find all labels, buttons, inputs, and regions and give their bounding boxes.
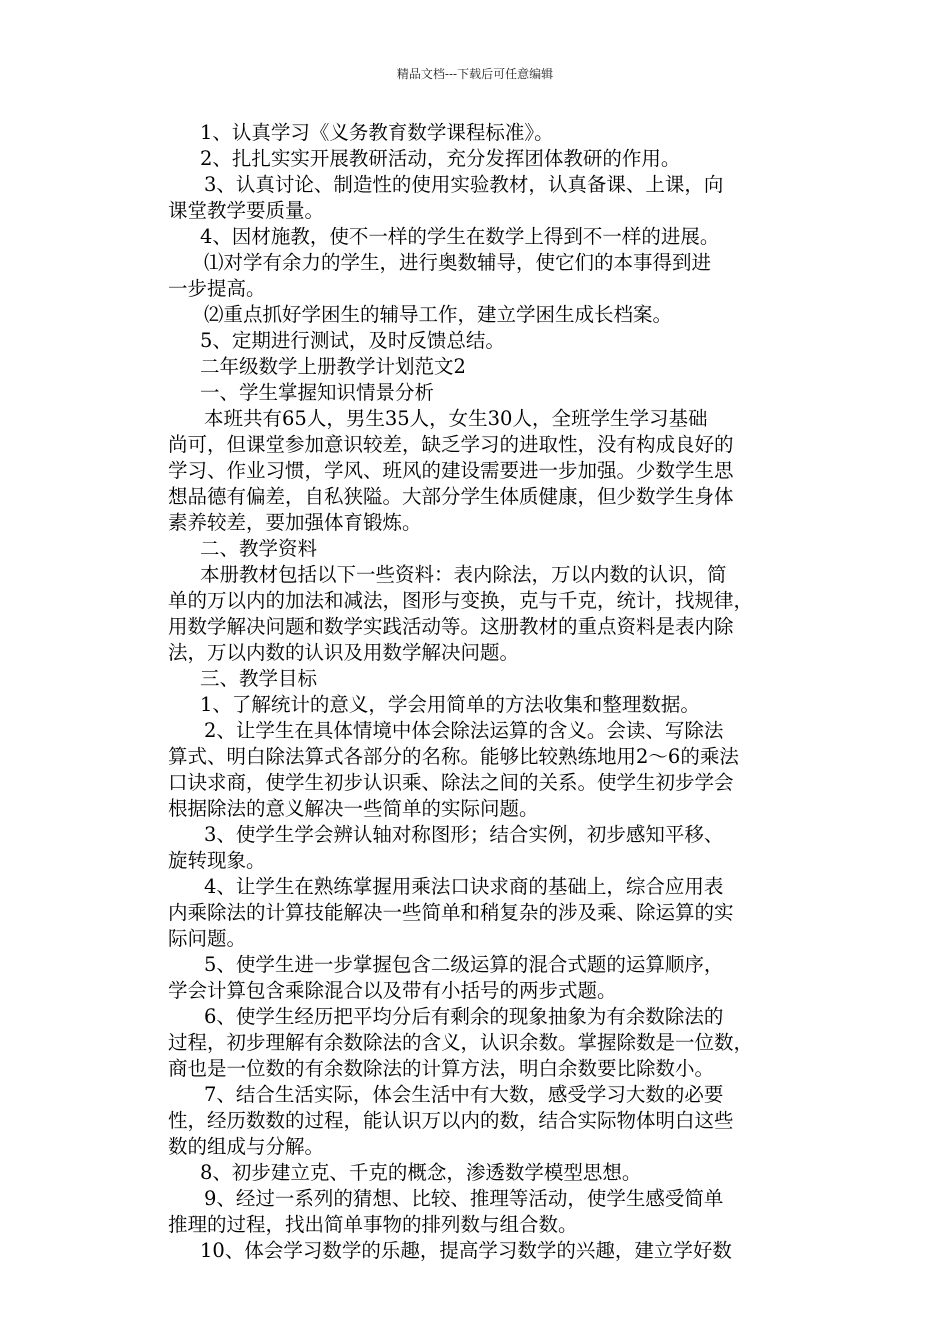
paragraph-line: 本班共有65人，男生35人，女生30人，全班学生学习基础	[204, 407, 708, 430]
section-heading: 二、教学资料	[200, 537, 318, 560]
paragraph-line: 法，万以内数的认识及用数学解决问题。	[168, 641, 520, 664]
page-header: 精品文档---下载后可任意编辑	[396, 67, 554, 81]
paragraph-line: 1、认真学习《义务教育数学课程标准》。	[200, 121, 554, 144]
paragraph-line: 旋转现象。	[168, 849, 266, 872]
paragraph-line: 7、结合生活实际，体会生活中有大数，感受学习大数的必要	[204, 1083, 724, 1106]
paragraph-line: 本册教材包括以下一些资料：表内除法，万以内数的认识，简	[200, 563, 727, 586]
paragraph-line: 2、让学生在具体情境中体会除法运算的含义。会读、写除法	[204, 719, 724, 742]
paragraph-line: 尚可，但课堂参加意识较差，缺乏学习的进取性，没有构成良好的	[168, 433, 734, 456]
paragraph-line: 9、经过一系列的猜想、比较、推理等活动，使学生感受简单	[204, 1187, 724, 1210]
paragraph-line: 学习、作业习惯，学风、班风的建设需要进一步加强。少数学生思	[168, 459, 734, 482]
paragraph-line: 6、使学生经历把平均分后有剩余的现象抽象为有余数除法的	[204, 1005, 724, 1028]
paragraph-line: 想品德有偏差，自私狭隘。大部分学生体质健康，但少数学生身体	[168, 485, 734, 508]
section-heading: 一、学生掌握知识情景分析	[200, 381, 435, 404]
paragraph-line: 2、扎扎实实开展教研活动，充分发挥团体教研的作用。	[200, 147, 681, 170]
paragraph-line: 过程，初步理解有余数除法的含义，认识余数。掌握除数是一位数，	[168, 1031, 754, 1054]
paragraph-line: 际问题。	[168, 927, 247, 950]
paragraph-line: 课堂教学要质量。	[168, 199, 325, 222]
paragraph-line: 学会计算包含乘除混合以及带有小括号的两步式题。	[168, 979, 617, 1002]
section-title: 二年级数学上册教学计划范文2	[200, 355, 466, 378]
paragraph-line: 5、使学生进一步掌握包含二级运算的混合式题的运算顺序，	[204, 953, 724, 976]
paragraph-line: 性，经历数数的过程，能认识万以内的数，结合实际物体明白这些	[168, 1109, 734, 1132]
paragraph-line: 4、让学生在熟练掌握用乘法口诀求商的基础上，综合应用表	[204, 875, 724, 898]
paragraph-line: 推理的过程，找出简单事物的排列数与组合数。	[168, 1213, 578, 1236]
paragraph-line: ⑴对学有余力的学生，进行奥数辅导，使它们的本事得到进	[204, 251, 712, 274]
document-body	[168, 120, 808, 1264]
paragraph-line: 数的组成与分解。	[168, 1135, 325, 1158]
paragraph-line: 8、初步建立克、千克的概念，渗透数学模型思想。	[200, 1161, 642, 1184]
paragraph-line: 一步提高。	[168, 277, 266, 300]
paragraph-line: 算式、明白除法算式各部分的名称。能够比较熟练地用2～6的乘法	[168, 745, 739, 768]
paragraph-line: 根据除法的意义解决一些简单的实际问题。	[168, 797, 539, 820]
paragraph-line: 素养较差，要加强体育锻炼。	[168, 511, 422, 534]
paragraph-line: 5、定期进行测试，及时反馈总结。	[200, 329, 505, 352]
paragraph-line: 口诀求商，使学生初步认识乘、除法之间的关系。使学生初步学会	[168, 771, 734, 794]
paragraph-line: 10、体会学习数学的乐趣，提高学习数学的兴趣，建立学好数	[200, 1239, 732, 1262]
paragraph-line: 4、因材施教，使不一样的学生在数学上得到不一样的进展。	[200, 225, 720, 248]
paragraph-line: 内乘除法的计算技能解决一些简单和稍复杂的涉及乘、除运算的实	[168, 901, 734, 924]
paragraph-line: 用数学解决问题和数学实践活动等。这册教材的重点资料是表内除	[168, 615, 734, 638]
paragraph-line: 3、认真讨论、制造性的使用实验教材，认真备课、上课，向	[204, 173, 724, 196]
paragraph-line: 3、使学生学会辨认轴对称图形；结合实例，初步感知平移、	[204, 823, 724, 846]
paragraph-line: 单的万以内的加法和减法，图形与变换，克与千克，统计，找规律，	[168, 589, 754, 612]
paragraph-line: 1、了解统计的意义，学会用简单的方法收集和整理数据。	[200, 693, 700, 716]
section-heading: 三、教学目标	[200, 667, 318, 690]
paragraph-line: ⑵重点抓好学困生的辅导工作，建立学困生成长档案。	[204, 303, 673, 326]
paragraph-line: 商也是一位数的有余数除法的计算方法，明白余数要比除数小。	[168, 1057, 715, 1080]
